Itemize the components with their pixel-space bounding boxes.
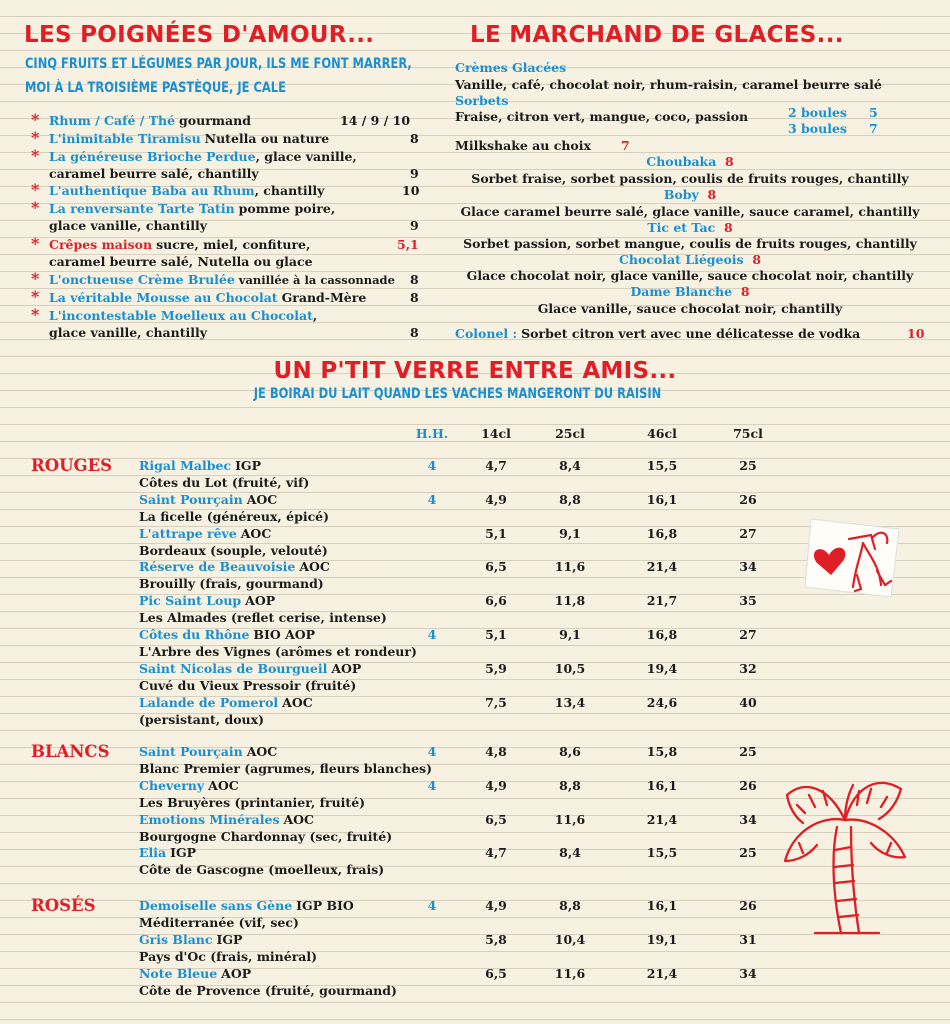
wine-price-46cl: 15,8 bbox=[646, 744, 678, 759]
wine-price-46cl: 16,8 bbox=[646, 525, 678, 541]
wine-row bbox=[139, 932, 242, 947]
wine-price-46cl: 21,4 bbox=[646, 559, 678, 575]
wine-name: L'attrape rêve bbox=[139, 525, 237, 541]
header-25cl: 25cl bbox=[555, 426, 585, 441]
cremes-label: Crèmes Glacées bbox=[455, 60, 567, 75]
wine-description: L'Arbre des Vignes (arômes et rondeur) bbox=[139, 644, 417, 659]
wine-description: Blanc Premier (agrumes, fleurs blanches) bbox=[139, 761, 432, 776]
coupe-price: 8 bbox=[707, 187, 717, 202]
wine-price-46cl: 21,7 bbox=[646, 593, 678, 609]
wine-price-46cl: 19,1 bbox=[646, 931, 678, 947]
wine-row bbox=[139, 744, 277, 759]
wine-description: Côte de Gascogne (moelleux, frais) bbox=[139, 862, 385, 878]
dessert-name: Rhum / Café / Thé bbox=[49, 113, 176, 128]
wine-description: Côte de Provence (fruité, gourmand) bbox=[139, 982, 397, 998]
dessert-name: Crêpes maison bbox=[49, 237, 153, 252]
wine-appellation: IGP bbox=[170, 845, 197, 861]
wine-price-25cl: 8,6 bbox=[559, 744, 581, 759]
dessert-desc: pomme poire, bbox=[238, 201, 336, 216]
wine-hh-price: 4 bbox=[427, 491, 437, 507]
coupe-price: 8 bbox=[723, 220, 733, 235]
coupe-title bbox=[455, 284, 925, 299]
wine-name: Elia bbox=[139, 845, 167, 861]
wine-name: Saint Pourçain bbox=[139, 744, 243, 759]
wine-hh-price: 4 bbox=[427, 898, 437, 913]
wine-category-label: ROSÉS bbox=[31, 896, 96, 915]
dessert-item bbox=[49, 149, 357, 164]
wine-price-75cl: 25 bbox=[739, 458, 757, 473]
wine-price-25cl: 10,4 bbox=[554, 931, 586, 947]
dessert-item bbox=[49, 290, 366, 305]
wine-category-label: BLANCS bbox=[31, 742, 110, 761]
wine-price-75cl: 34 bbox=[739, 965, 757, 981]
wine-price-14cl: 5,1 bbox=[485, 627, 507, 642]
wine-row bbox=[139, 559, 330, 574]
star-icon: * bbox=[31, 305, 40, 324]
wine-row bbox=[139, 593, 275, 608]
wine-appellation: IGP bbox=[235, 458, 261, 473]
boules3-label: 3 boules bbox=[788, 121, 847, 136]
heart-drawing-icon bbox=[803, 515, 903, 599]
dessert-desc: , bbox=[312, 308, 318, 323]
desserts-title: LES POIGNÉES D'AMOUR... bbox=[24, 22, 375, 48]
palm-tree-drawing bbox=[775, 765, 915, 940]
wine-hh-price: 4 bbox=[427, 744, 437, 759]
wine-price-25cl: 11,6 bbox=[554, 965, 586, 981]
coupe-price: 8 bbox=[752, 252, 762, 267]
wine-appellation: AOP bbox=[331, 660, 362, 676]
dessert-desc: Nutella ou nature bbox=[204, 131, 330, 146]
dessert-name: L'inimitable Tiramisu bbox=[49, 131, 201, 146]
wine-price-14cl: 4,9 bbox=[485, 491, 507, 507]
coupe-name: Choubaka bbox=[646, 154, 717, 169]
wine-price-75cl: 31 bbox=[739, 931, 757, 947]
wine-appellation: AOP bbox=[221, 965, 252, 981]
boules3-price: 7 bbox=[869, 121, 878, 136]
dessert-item bbox=[49, 183, 324, 198]
wine-price-25cl: 10,5 bbox=[554, 660, 586, 676]
wine-row bbox=[139, 695, 313, 710]
wine-appellation: AOP bbox=[245, 593, 276, 609]
wine-appellation: AOC bbox=[208, 777, 239, 793]
wine-description: Pays d'Oc (frais, minéral) bbox=[139, 948, 318, 964]
wine-price-14cl: 4,7 bbox=[485, 845, 507, 861]
header-hh: H.H. bbox=[415, 426, 449, 441]
wine-appellation: AOC bbox=[282, 694, 313, 710]
dessert-price: 10 bbox=[402, 183, 420, 198]
star-icon: * bbox=[31, 146, 40, 165]
wine-price-75cl: 40 bbox=[739, 694, 757, 710]
wine-name: Lalande de Pomerol bbox=[139, 694, 279, 710]
sorbets-label: Sorbets bbox=[455, 93, 509, 108]
coupe-name: Chocolat Liégeois bbox=[618, 252, 744, 267]
wine-price-75cl: 35 bbox=[739, 593, 757, 609]
wine-hh-price: 4 bbox=[427, 458, 437, 473]
dessert-desc: Grand-Mère bbox=[281, 290, 367, 305]
dessert-price: 14 / 9 / 10 bbox=[340, 113, 411, 128]
boules2-price: 5 bbox=[869, 105, 878, 120]
wine-price-46cl: 16,1 bbox=[646, 777, 678, 793]
dessert-desc: , glace vanille, bbox=[255, 149, 357, 164]
wine-price-25cl: 9,1 bbox=[559, 627, 581, 642]
wine-row bbox=[139, 458, 261, 473]
wine-price-46cl: 16,1 bbox=[646, 491, 678, 507]
dessert-item bbox=[49, 308, 317, 323]
coupe-title bbox=[455, 154, 925, 169]
wine-name: Emotions Minérales bbox=[139, 811, 280, 827]
wine-row bbox=[139, 661, 361, 676]
wine-price-14cl: 6,5 bbox=[485, 965, 507, 981]
dessert-item bbox=[49, 131, 329, 146]
wine-row bbox=[139, 492, 277, 507]
wine-price-14cl: 6,5 bbox=[485, 811, 507, 827]
wine-appellation: AOC bbox=[246, 744, 278, 759]
wine-price-46cl: 15,5 bbox=[646, 845, 678, 861]
dessert-name: La renversante Tarte Tatin bbox=[49, 201, 235, 216]
wine-appellation: AOC bbox=[299, 559, 330, 575]
wine-price-75cl: 34 bbox=[739, 811, 757, 827]
wine-description: Brouilly (frais, gourmand) bbox=[139, 576, 324, 592]
wine-price-14cl: 6,5 bbox=[485, 559, 507, 575]
coupe-price: 8 bbox=[740, 284, 750, 299]
coupe-price: 8 bbox=[725, 154, 734, 169]
dessert-price: 9 bbox=[410, 166, 419, 181]
coupe-desc: Glace chocolat noir, glace vanille, sauce chocolat noir, chantilly bbox=[466, 268, 914, 283]
dessert-desc: sucre, miel, confiture, bbox=[156, 237, 311, 252]
wine-name: Rigal Malbec bbox=[139, 458, 232, 473]
wine-appellation: IGP bbox=[216, 931, 243, 947]
dessert-item bbox=[49, 272, 395, 287]
wine-price-14cl: 4,9 bbox=[485, 898, 507, 913]
milkshake-label: Milkshake au choix bbox=[455, 138, 591, 153]
desserts-subtitle-2: MOI À LA TROISIÈME PASTÈQUE, JE CALE bbox=[25, 80, 286, 96]
wine-price-14cl: 5,1 bbox=[485, 525, 507, 541]
desserts-subtitle-1: CINQ FRUITS ET LÉGUMES PAR JOUR, ILS ME FONT MARRER, bbox=[25, 56, 412, 72]
coupe-name: Tic et Tac bbox=[647, 220, 716, 235]
wine-name: Côtes du Rhône bbox=[139, 627, 250, 642]
star-icon: * bbox=[31, 198, 40, 217]
wine-description: Les Bruyères (printanier, fruité) bbox=[139, 794, 366, 810]
dessert-name: La véritable Mousse au Chocolat bbox=[49, 290, 278, 305]
coupe-title bbox=[455, 187, 925, 202]
dessert-desc-2: glace vanille, chantilly bbox=[49, 218, 208, 233]
wine-price-75cl: 27 bbox=[739, 525, 757, 541]
dessert-price: 8 bbox=[410, 272, 419, 287]
dessert-name: L'incontestable Moelleux au Chocolat bbox=[49, 308, 313, 323]
dessert-item bbox=[49, 113, 251, 128]
wine-description: Côtes du Lot (fruité, vif) bbox=[139, 475, 310, 490]
wine-price-14cl: 4,8 bbox=[485, 744, 507, 759]
wine-price-75cl: 26 bbox=[739, 777, 757, 793]
wine-price-46cl: 21,4 bbox=[646, 811, 678, 827]
wine-name: Pic Saint Loup bbox=[139, 593, 242, 609]
wine-price-75cl: 32 bbox=[739, 660, 757, 676]
wine-price-75cl: 25 bbox=[739, 744, 757, 759]
wine-description: Cuvé du Vieux Pressoir (fruité) bbox=[139, 677, 357, 693]
wine-price-75cl: 27 bbox=[739, 627, 757, 642]
dessert-desc-2: glace vanille, chantilly bbox=[49, 325, 208, 340]
wine-row bbox=[139, 526, 271, 541]
star-icon: * bbox=[31, 110, 40, 129]
colonel-price: 10 bbox=[907, 326, 925, 341]
dessert-desc: gourmand bbox=[179, 113, 251, 128]
coupe-title bbox=[455, 220, 925, 235]
palm-tree-icon bbox=[775, 765, 915, 940]
coupe-desc: Glace caramel beurre salé, glace vanille, sauce caramel, chantilly bbox=[460, 204, 920, 219]
wine-price-14cl: 6,6 bbox=[485, 593, 507, 609]
wine-appellation: AOC bbox=[240, 525, 272, 541]
coupe-name: Dame Blanche bbox=[630, 284, 733, 299]
header-75cl: 75cl bbox=[733, 426, 763, 441]
dessert-name: L'authentique Baba au Rhum bbox=[49, 183, 255, 198]
wine-row bbox=[139, 966, 251, 981]
boules2-label: 2 boules bbox=[788, 105, 847, 120]
colonel-line bbox=[455, 326, 860, 341]
wine-description: La ficelle (généreux, épicé) bbox=[139, 508, 330, 524]
dessert-name: La généreuse Brioche Perdue bbox=[49, 149, 256, 164]
wine-name: Saint Pourçain bbox=[139, 491, 243, 507]
wine-price-25cl: 13,4 bbox=[554, 694, 586, 710]
wine-price-46cl: 19,4 bbox=[646, 660, 678, 676]
wine-row bbox=[139, 627, 315, 642]
cremes-list: Vanille, café, chocolat noir, rhum-raisin, caramel beurre salé bbox=[455, 77, 882, 92]
wine-row bbox=[139, 778, 239, 793]
coupe-title bbox=[455, 252, 925, 267]
dessert-price: 9 bbox=[410, 218, 419, 233]
wine-hh-price: 4 bbox=[427, 777, 437, 793]
coupe-desc: Sorbet passion, sorbet mangue, coulis de fruits rouges, chantilly bbox=[463, 236, 917, 251]
wine-price-25cl: 11,6 bbox=[554, 559, 586, 575]
wine-name: Note Bleue bbox=[139, 965, 218, 981]
dessert-desc-2: caramel beurre salé, Nutella ou glace bbox=[49, 254, 313, 269]
wine-category-label: ROUGES bbox=[31, 456, 113, 475]
wine-name: Demoiselle sans Gène bbox=[139, 898, 293, 913]
sorbets-list: Fraise, citron vert, mangue, coco, passion bbox=[455, 109, 749, 124]
colonel-label: Colonel : bbox=[455, 326, 518, 341]
wine-price-25cl: 8,4 bbox=[559, 458, 581, 473]
wine-name: Gris Blanc bbox=[139, 931, 213, 947]
wine-description: Bordeaux (souple, velouté) bbox=[139, 542, 328, 558]
glaces-title: LE MARCHAND DE GLACES... bbox=[470, 22, 844, 48]
wine-price-25cl: 11,8 bbox=[554, 593, 586, 609]
wine-price-25cl: 11,6 bbox=[554, 811, 586, 827]
wine-price-46cl: 16,8 bbox=[646, 627, 678, 642]
wine-price-75cl: 34 bbox=[739, 559, 757, 575]
wine-price-46cl: 15,5 bbox=[646, 458, 678, 473]
wine-price-75cl: 25 bbox=[739, 845, 757, 861]
wine-description: Les Almades (reflet cerise, intense) bbox=[139, 610, 387, 626]
dessert-item bbox=[49, 237, 310, 252]
wine-hh-price: 4 bbox=[427, 627, 437, 642]
milkshake-price: 7 bbox=[621, 138, 630, 153]
wine-price-25cl: 8,8 bbox=[559, 777, 581, 793]
colonel-desc: Sorbet citron vert avec une délicatesse de vodka bbox=[521, 326, 861, 341]
dessert-desc-2: caramel beurre salé, chantilly bbox=[49, 166, 259, 181]
wine-description: (persistant, doux) bbox=[139, 711, 264, 727]
wine-appellation: AOC bbox=[283, 811, 315, 827]
wine-price-75cl: 26 bbox=[739, 898, 757, 913]
header-14cl: 14cl bbox=[481, 426, 511, 441]
wine-price-25cl: 8,4 bbox=[559, 845, 581, 861]
wine-price-25cl: 9,1 bbox=[559, 525, 581, 541]
wine-price-14cl: 5,8 bbox=[485, 931, 507, 947]
dessert-desc: , chantilly bbox=[254, 183, 325, 198]
wine-price-14cl: 4,9 bbox=[485, 777, 507, 793]
wine-appellation: IGP BIO bbox=[296, 898, 354, 913]
wine-name: Réserve de Beauvoisie bbox=[139, 559, 296, 575]
wine-description: Méditerranée (vif, sec) bbox=[139, 915, 299, 930]
header-46cl: 46cl bbox=[647, 426, 677, 441]
wine-price-46cl: 21,4 bbox=[646, 965, 678, 981]
wine-row bbox=[139, 898, 354, 913]
star-icon: * bbox=[31, 287, 40, 306]
wine-appellation: AOC bbox=[246, 491, 278, 507]
vins-title: UN P'TIT VERRE ENTRE AMIS... bbox=[273, 358, 677, 384]
wine-name: Cheverny bbox=[139, 777, 205, 793]
star-icon: * bbox=[31, 234, 40, 253]
wine-name: Saint Nicolas de Bourgueil bbox=[139, 660, 328, 676]
star-icon: * bbox=[31, 128, 40, 147]
coupe-desc: Glace vanille, sauce chocolat noir, chantilly bbox=[537, 301, 843, 316]
wine-price-46cl: 24,6 bbox=[646, 694, 678, 710]
wine-appellation: BIO AOP bbox=[253, 627, 316, 642]
heart-sticker bbox=[803, 515, 903, 599]
dessert-price: 8 bbox=[410, 131, 419, 146]
wine-price-25cl: 8,8 bbox=[559, 491, 581, 507]
wine-row bbox=[139, 812, 314, 827]
wine-price-75cl: 26 bbox=[739, 491, 757, 507]
star-icon: * bbox=[31, 180, 40, 199]
star-icon: * bbox=[31, 269, 40, 288]
wine-row bbox=[139, 845, 196, 860]
wine-price-14cl: 5,9 bbox=[485, 660, 507, 676]
vins-subtitle: JE BOIRAI DU LAIT QUAND LES VACHES MANGERONT DU RAISIN bbox=[253, 386, 662, 402]
coupe-name: Boby bbox=[663, 187, 699, 202]
dessert-price: 5,1 bbox=[397, 237, 419, 252]
dessert-item bbox=[49, 201, 335, 216]
wine-price-25cl: 8,8 bbox=[559, 898, 581, 913]
coupe-desc: Sorbet fraise, sorbet passion, coulis de fruits rouges, chantilly bbox=[471, 171, 909, 186]
wine-description: Bourgogne Chardonnay (sec, fruité) bbox=[139, 828, 393, 844]
wine-price-14cl: 7,5 bbox=[485, 694, 507, 710]
dessert-price: 8 bbox=[410, 325, 419, 340]
wine-price-14cl: 4,7 bbox=[485, 458, 507, 473]
wine-price-46cl: 16,1 bbox=[646, 898, 678, 913]
dessert-name: L'onctueuse Crème Brulée bbox=[49, 272, 235, 287]
dessert-desc: vanillée à la cassonnade bbox=[238, 273, 395, 287]
dessert-price: 8 bbox=[410, 290, 419, 305]
